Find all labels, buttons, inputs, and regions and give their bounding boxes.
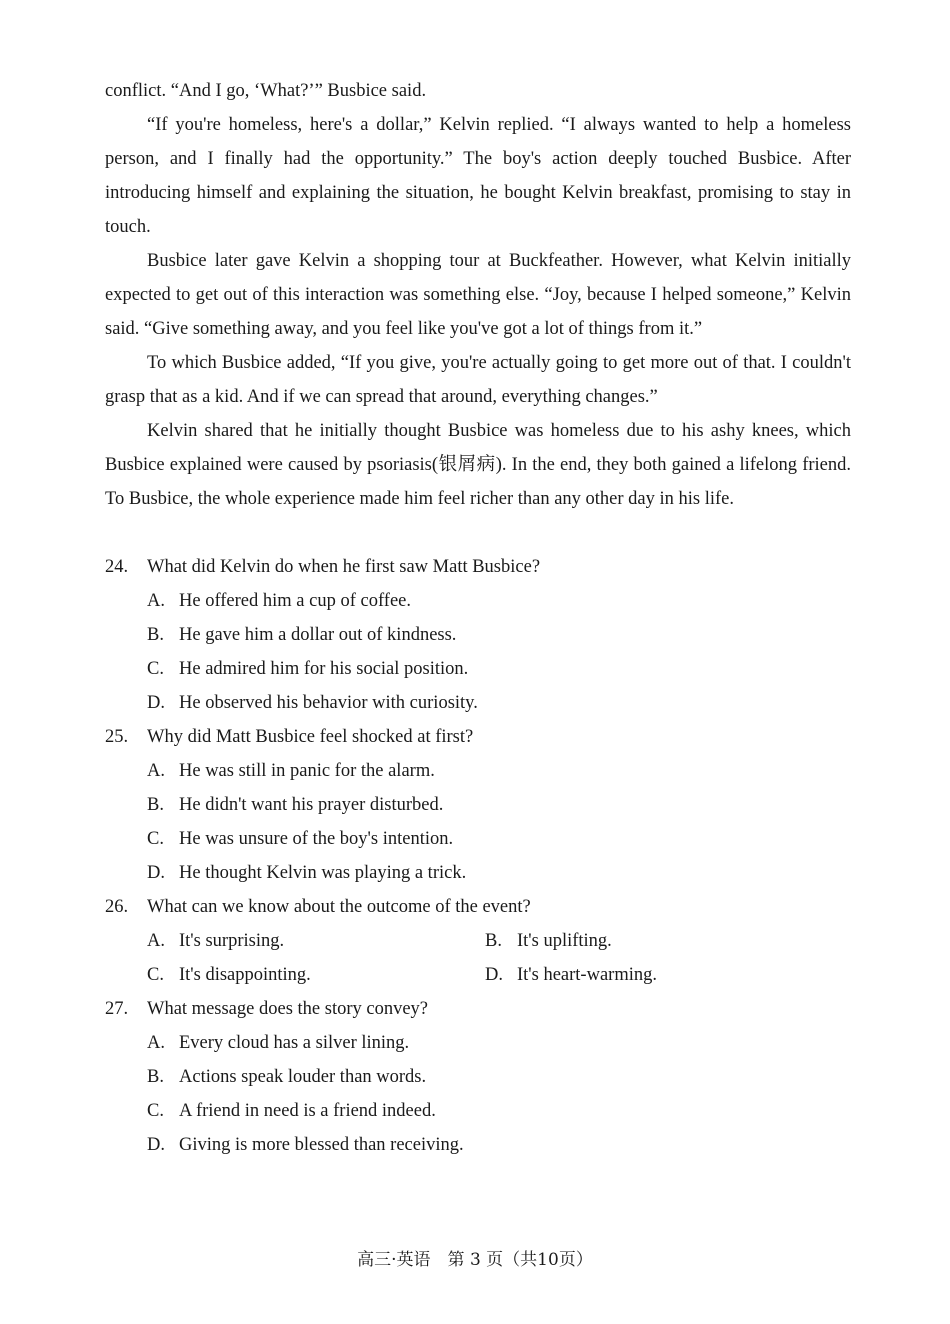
question-number: 26. xyxy=(105,897,129,917)
page-footer: 高三·英语 第 3 页（共10页） xyxy=(357,1250,593,1270)
question-stem xyxy=(105,720,851,754)
option-letter: D. xyxy=(147,693,165,713)
option-text: He thought Kelvin was playing a trick. xyxy=(179,863,467,883)
option-letter: D. xyxy=(147,1135,165,1155)
passage-paragraph-5: Kelvin shared that he initially thought Busbice was homeless due to his ashy knees, which Busbice explained were caused by psoriasis(银屑病). In the end, they both gained a lifelong friend. To Busbice, the whole experience made him feel richer than any other day in his life. xyxy=(105,421,851,509)
option-letter: A. xyxy=(147,1033,165,1053)
question-text: What did Kelvin do when he first saw Matt Busbice? xyxy=(147,557,541,577)
option-letter: B. xyxy=(485,931,502,951)
option-text: Giving is more blessed than receiving. xyxy=(179,1135,464,1155)
option-letter: B. xyxy=(147,625,164,645)
option-d xyxy=(147,686,478,720)
option-b xyxy=(485,924,612,958)
option-c xyxy=(147,822,453,856)
option-c xyxy=(147,652,468,686)
option-text: He observed his behavior with curiosity. xyxy=(179,693,478,713)
question-text: What can we know about the outcome of the event? xyxy=(147,897,531,917)
option-text: A friend in need is a friend indeed. xyxy=(179,1101,436,1121)
option-letter: C. xyxy=(147,829,164,849)
option-a xyxy=(147,1026,409,1060)
option-c xyxy=(147,958,485,992)
option-text: It's disappointing. xyxy=(179,965,311,985)
option-letter: B. xyxy=(147,1067,164,1087)
passage-paragraph-2: “If you're homeless, here's a dollar,” Kelvin replied. “I always wanted to help a homeless person, and I finally had the opportunity.” The boy's action deeply touched Busbice. After introducing himself and explaining the situation, he bought Kelvin breakfast, promising to stay in touch. xyxy=(105,115,851,237)
option-d xyxy=(485,958,657,992)
question-stem xyxy=(105,890,851,924)
option-text: He admired him for his social position. xyxy=(179,659,469,679)
option-text: Every cloud has a silver lining. xyxy=(179,1033,410,1053)
option-text: He offered him a cup of coffee. xyxy=(179,591,411,611)
option-text: He gave him a dollar out of kindness. xyxy=(179,625,457,645)
question-24 xyxy=(105,550,851,720)
question-text: What message does the story convey? xyxy=(147,999,429,1019)
question-26 xyxy=(105,890,851,992)
option-a xyxy=(147,924,485,958)
option-b xyxy=(147,1060,426,1094)
option-a xyxy=(147,584,411,618)
option-text: It's uplifting. xyxy=(517,931,612,951)
question-stem xyxy=(105,550,851,584)
option-letter: D. xyxy=(485,965,503,985)
option-text: Actions speak louder than words. xyxy=(179,1067,427,1087)
option-letter: A. xyxy=(147,761,165,781)
question-stem xyxy=(105,992,851,1026)
passage-paragraph-4: To which Busbice added, “If you give, you're actually going to get more out of that. I couldn't grasp that as a kid. And if we can spread that around, everything changes.” xyxy=(105,353,851,407)
option-letter: B. xyxy=(147,795,164,815)
option-letter: C. xyxy=(147,1101,164,1121)
question-number: 27. xyxy=(105,999,129,1019)
option-a xyxy=(147,754,435,788)
option-b xyxy=(147,618,456,652)
option-letter: A. xyxy=(147,931,165,951)
question-number: 24. xyxy=(105,557,129,577)
question-number: 25. xyxy=(105,727,129,747)
option-c xyxy=(147,1094,436,1128)
question-25 xyxy=(105,720,851,890)
question-list xyxy=(105,550,851,1162)
passage-paragraph-3: Busbice later gave Kelvin a shopping tour at Buckfeather. However, what Kelvin initially expected to get out of this interaction was something else. “Joy, because I helped someone,” Kelvin said. “Give something away, and you feel like you've got a lot of things from it.” xyxy=(105,251,851,339)
option-text: It's surprising. xyxy=(179,931,285,951)
option-text: He was unsure of the boy's intention. xyxy=(179,829,454,849)
option-text: He was still in panic for the alarm. xyxy=(179,761,435,781)
reading-passage xyxy=(105,74,851,516)
option-letter: A. xyxy=(147,591,165,611)
option-d xyxy=(147,856,466,890)
option-d xyxy=(147,1128,464,1162)
question-text: Why did Matt Busbice feel shocked at first? xyxy=(147,727,474,747)
option-letter: C. xyxy=(147,965,164,985)
option-text: He didn't want his prayer disturbed. xyxy=(179,795,444,815)
option-b xyxy=(147,788,443,822)
option-letter: C. xyxy=(147,659,164,679)
question-27 xyxy=(105,992,851,1162)
passage-paragraph-1: conflict. “And I go, ‘What?’” Busbice said. xyxy=(105,81,427,101)
option-letter: D. xyxy=(147,863,165,883)
exam-page xyxy=(105,74,851,1162)
option-text: It's heart-warming. xyxy=(517,965,657,985)
